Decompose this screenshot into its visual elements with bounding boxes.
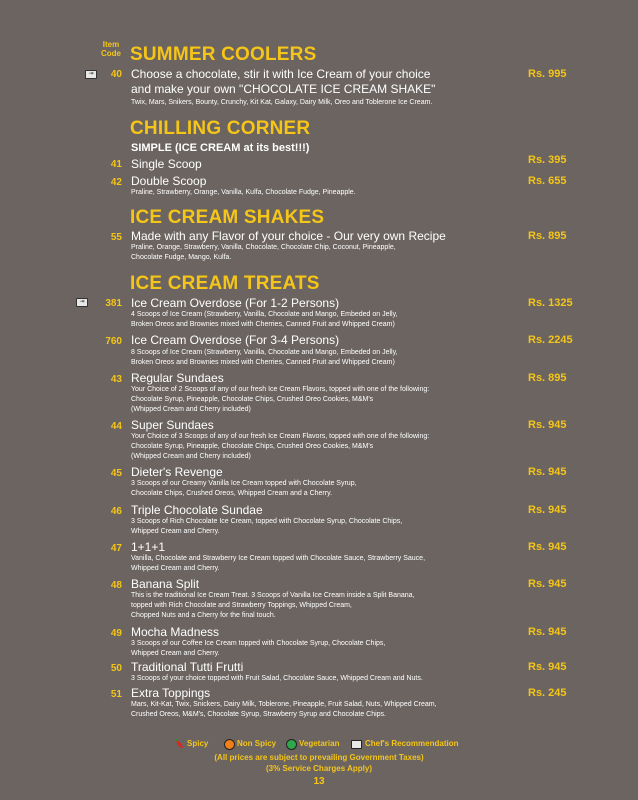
item-price: Rs. 2245 bbox=[528, 334, 573, 346]
vegetarian-icon bbox=[286, 739, 297, 750]
item-code: 55 bbox=[110, 232, 122, 243]
item-price: Rs. 945 bbox=[528, 626, 567, 638]
item-code: 40 bbox=[110, 69, 122, 80]
chili-icon bbox=[175, 739, 185, 749]
item-description: 3 Scoops of our Creamy Vanilla Ice Cream topped with Chocolate Syrup, bbox=[131, 480, 357, 487]
item-description: Whipped Cream and Cherry. bbox=[131, 528, 220, 535]
item-name: Made with any Flavor of your choice - Our very own Recipe bbox=[131, 229, 446, 243]
item-description: This is the traditional Ice Cream Treat. 3 Scoops of Vanilla Ice Cream inside a Split Banana, bbox=[131, 592, 415, 599]
item-price: Rs. 895 bbox=[528, 372, 567, 384]
item-code: 41 bbox=[110, 159, 122, 170]
page-number: 13 bbox=[313, 776, 325, 787]
section-title-ice-cream-shakes: ICE CREAM SHAKES bbox=[130, 207, 325, 228]
legend-spicy-label: Spicy bbox=[187, 739, 209, 748]
item-description: topped with Rich Chocolate and Strawberry Toppings, Whipped Cream, bbox=[131, 602, 352, 609]
item-price: Rs. 945 bbox=[528, 419, 567, 431]
item-description: Chopped Nuts and a Cherry for the final touch. bbox=[131, 612, 276, 619]
item-code: 46 bbox=[110, 506, 122, 517]
item-description: (Whipped Cream and Cherry included) bbox=[131, 406, 251, 413]
item-price: Rs. 245 bbox=[528, 687, 567, 699]
item-description: Chocolate Syrup, Pineapple, Chocolate Chips, Crushed Oreo Cookies, M&M's bbox=[131, 396, 374, 403]
legend-chef-label: Chef's Recommendation bbox=[365, 739, 459, 748]
item-price: Rs. 945 bbox=[528, 466, 567, 478]
item-code: 760 bbox=[105, 336, 122, 347]
item-price: Rs. 945 bbox=[528, 578, 567, 590]
item-description: Mars, Kit-Kat, Twix, Snickers, Dairy Milk, Toblerone, Pineapple, Fruit Salad, Nuts, Whipped Cream, bbox=[131, 701, 437, 708]
item-price: Rs. 895 bbox=[528, 230, 567, 242]
item-price: Rs. 945 bbox=[528, 504, 567, 516]
tax-note: (All prices are subject to prevailing Government Taxes) bbox=[214, 753, 424, 762]
item-description: Chocolate Syrup, Pineapple, Chocolate Chips, Crushed Oreo Cookies, M&M's bbox=[131, 443, 374, 450]
section-title-summer-coolers: SUMMER COOLERS bbox=[130, 44, 317, 65]
service-charge-note: (3% Service Charges Apply) bbox=[266, 764, 372, 773]
item-code: 43 bbox=[110, 374, 122, 385]
item-code: 47 bbox=[110, 543, 122, 554]
item-price: Rs. 945 bbox=[528, 541, 567, 553]
item-name: Triple Chocolate Sundae bbox=[131, 503, 263, 517]
item-price: Rs. 945 bbox=[528, 661, 567, 673]
item-description: Chocolate Fudge, Mango, Kulfa. bbox=[131, 254, 232, 261]
item-name: Double Scoop bbox=[131, 174, 207, 188]
item-description: 3 Scoops of our Coffee Ice Cream topped with Chocolate Syrup, Chocolate Chips, bbox=[131, 640, 386, 647]
item-description: Whipped Cream and Cherry. bbox=[131, 650, 220, 657]
item-description: Whipped Cream and Cherry. bbox=[131, 565, 220, 572]
item-description: Your Choice of 2 Scoops of any of our fresh Ice Cream Flavors, topped with one of the following: bbox=[131, 386, 430, 393]
item-description: Your Choice of 3 Scoops of any of our fresh Ice Cream Flavors, topped with one of the following: bbox=[131, 433, 430, 440]
item-description: 4 Scoops of Ice Cream (Strawberry, Vanilla, Chocolate and Mango, Embeded on Jelly, bbox=[131, 311, 398, 318]
chef-recommendation-icon: ⇥ bbox=[76, 298, 88, 307]
item-code: 50 bbox=[110, 663, 122, 674]
chef-recommendation-icon: ⇥ bbox=[85, 70, 97, 79]
item-code: 44 bbox=[110, 421, 122, 432]
item-code: 45 bbox=[110, 468, 122, 479]
item-name: Extra Toppings bbox=[131, 686, 211, 700]
item-code-header: Item Code bbox=[101, 40, 121, 58]
item-code: 48 bbox=[110, 580, 122, 591]
legend bbox=[175, 739, 475, 751]
section-subtitle: SIMPLE (ICE CREAM at its best!!!) bbox=[131, 142, 310, 154]
item-description: 3 Scoops of your choice topped with Fruit Salad, Chocolate Sauce, Whipped Cream and Nuts. bbox=[131, 675, 423, 682]
item-price: Rs. 395 bbox=[528, 154, 567, 166]
item-description: 3 Scoops of Rich Chocolate Ice Cream, topped with Chocolate Syrup, Chocolate Chips, bbox=[131, 518, 403, 525]
item-description: Broken Oreos and Brownies mixed with Cherries, Canned Fruit and Whipped Cream) bbox=[131, 321, 395, 328]
item-description: 8 Scoops of Ice Cream (Strawberry, Vanilla, Chocolate and Mango, Embeded on Jelly, bbox=[131, 349, 398, 356]
item-description: Crushed Oreos, M&M's, Chocolate Syrup, Strawberry Syrup and Chocolate Chips. bbox=[131, 711, 387, 718]
chef-recommendation-icon bbox=[351, 740, 362, 749]
item-name: Ice Cream Overdose (For 3-4 Persons) bbox=[131, 333, 340, 347]
item-code: 381 bbox=[105, 298, 122, 309]
item-name: Super Sundaes bbox=[131, 418, 214, 432]
item-name: Traditional Tutti Frutti bbox=[131, 660, 244, 674]
item-name-line2: and make your own "CHOCOLATE ICE CREAM SHAKE" bbox=[131, 82, 436, 96]
item-price: Rs. 1325 bbox=[528, 297, 573, 309]
non-spicy-icon bbox=[224, 739, 235, 750]
item-price: Rs. 995 bbox=[528, 68, 567, 80]
section-title-ice-cream-treats: ICE CREAM TREATS bbox=[130, 273, 320, 294]
item-description: (Whipped Cream and Cherry included) bbox=[131, 453, 251, 460]
item-code: 51 bbox=[110, 689, 122, 700]
item-name: Mocha Madness bbox=[131, 625, 220, 639]
item-name: Choose a chocolate, stir it with Ice Cream of your choice bbox=[131, 67, 431, 81]
item-name: Regular Sundaes bbox=[131, 371, 224, 385]
item-description: Praline, Orange, Strawberry, Vanilla, Chocolate, Chocolate Chip, Coconut, Pineapple, bbox=[131, 244, 396, 251]
item-description: Broken Oreos and Brownies mixed with Cherries, Canned Fruit and Whipped Cream) bbox=[131, 359, 395, 366]
legend-vegetarian-label: Vegetarian bbox=[299, 739, 340, 748]
item-description: Twix, Mars, Snikers, Bounty, Crunchy, Kit Kat, Galaxy, Dairy Milk, Oreo and Toblerone Ice Cream. bbox=[131, 99, 433, 106]
item-description: Vanilla, Chocolate and Strawberry Ice Cream topped with Chocolate Sauce, Strawberry Sauce, bbox=[131, 555, 426, 562]
item-name: Ice Cream Overdose (For 1-2 Persons) bbox=[131, 296, 340, 310]
section-title-chilling-corner: CHILLING CORNER bbox=[130, 118, 311, 139]
legend-non-spicy-label: Non Spicy bbox=[237, 739, 277, 748]
item-name: Single Scoop bbox=[131, 157, 202, 171]
item-name: 1+1+1 bbox=[131, 540, 166, 554]
item-code: 42 bbox=[110, 177, 122, 188]
item-description: Chocolate Chips, Crushed Oreos, Whipped Cream and a Cherry. bbox=[131, 490, 333, 497]
item-description: Praline, Strawberry, Orange, Vanilla, Kulfa, Chocolate Fudge, Pineapple. bbox=[131, 189, 356, 196]
item-price: Rs. 655 bbox=[528, 175, 567, 187]
item-code: 49 bbox=[110, 628, 122, 639]
item-name: Banana Split bbox=[131, 577, 200, 591]
item-name: Dieter's Revenge bbox=[131, 465, 223, 479]
